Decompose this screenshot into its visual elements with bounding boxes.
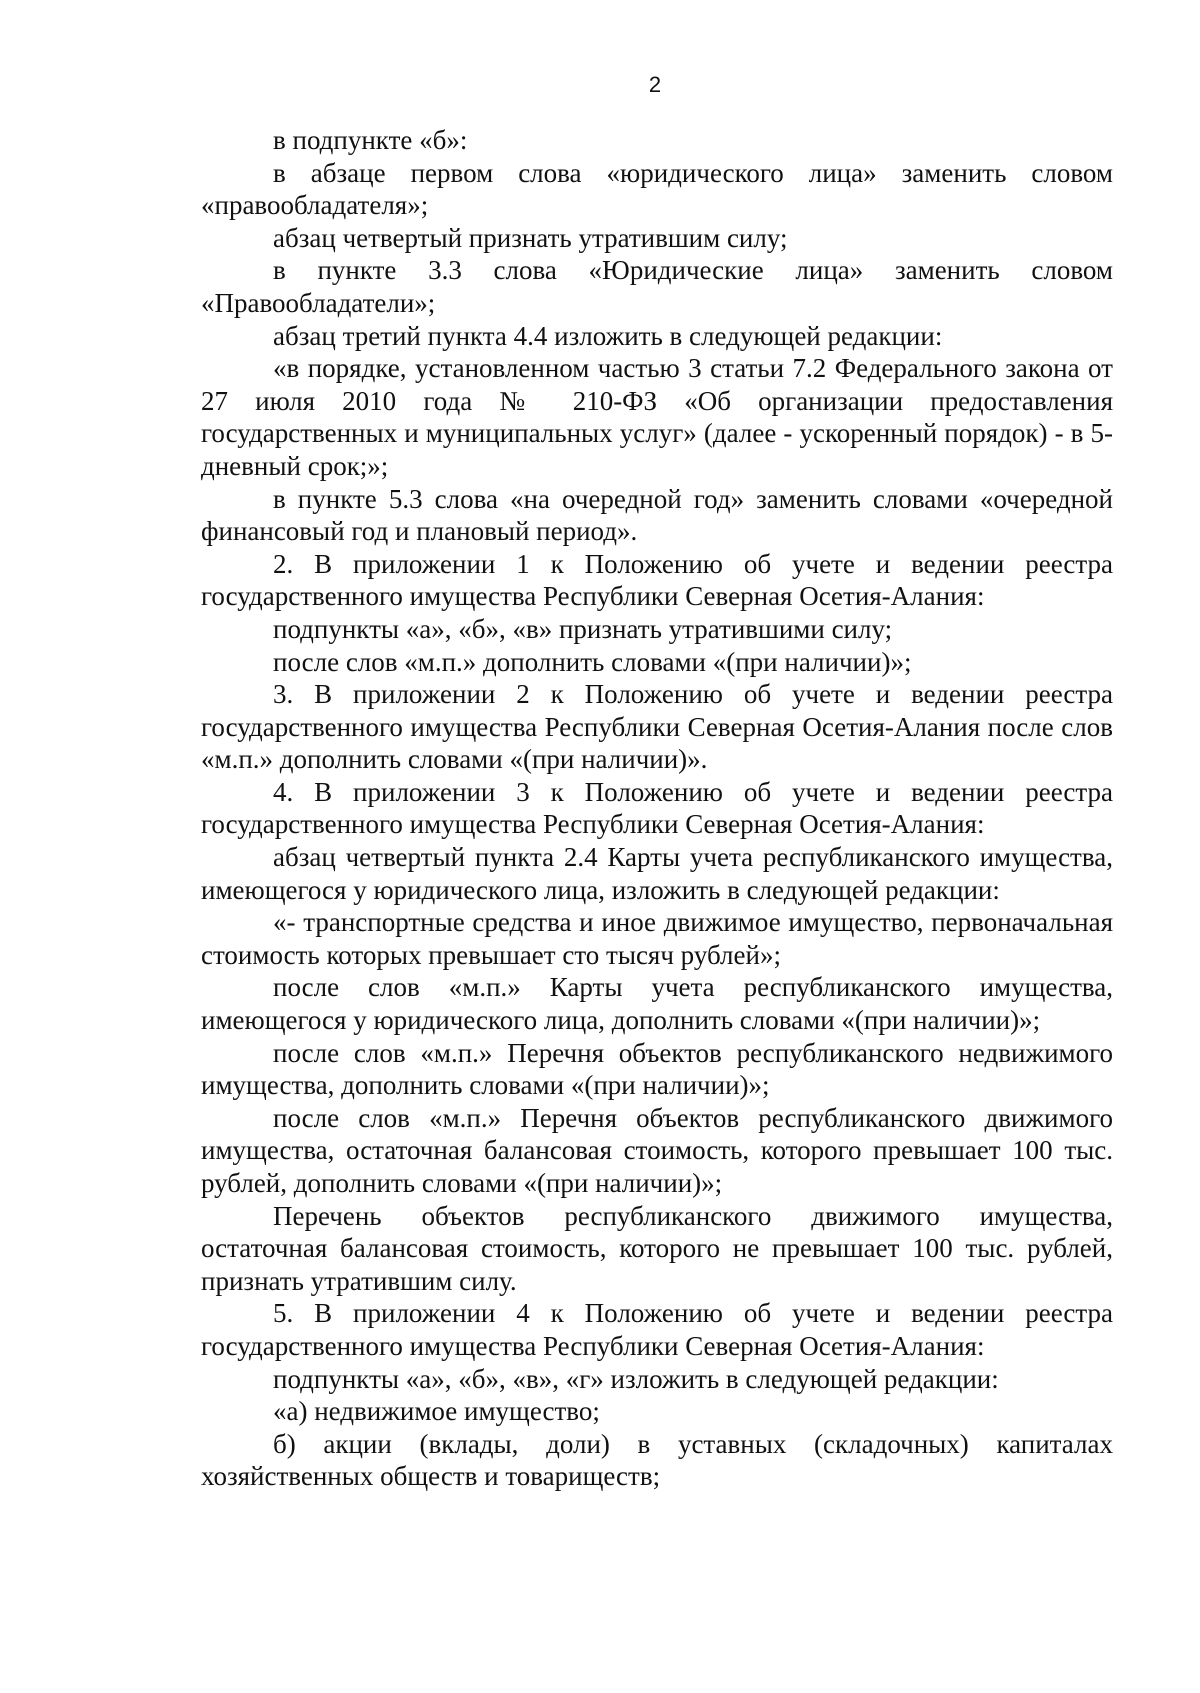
paragraph: абзац четвертый пункта 2.4 Карты учета республиканского имущества, имеющегося у юридического лица, изложить в следующей редакции: (201, 842, 1113, 905)
paragraph: Перечень объектов республиканского движимого имущества, остаточная балансовая стоимость, которого не превышает 100 тыс. рублей, признать утратившим силу. (201, 1200, 1113, 1296)
paragraph: 3. В приложении 2 к Положению об учете и ведении реестра государственного имущества Республики Северная Осетия-Алания после слов «м.п.» дополнить словами «(при наличии)». (201, 679, 1113, 775)
paragraph: после слов «м.п.» дополнить словами «(при наличии)»; (273, 646, 912, 677)
paragraph: 5. В приложении 4 к Положению об учете и ведении реестра государственного имущества Республики Северная Осетия-Алания: (201, 1298, 1113, 1361)
paragraph: «- транспортные средства и иное движимое имущество, первоначальная стоимость которых превышает сто тысяч рублей»; (201, 907, 1113, 970)
document-body (201, 124, 1113, 1493)
page-number: 2 (648, 72, 662, 97)
paragraph: подпункты «а», «б», «в», «г» изложить в следующей редакции: (273, 1363, 999, 1394)
paragraph: абзац третий пункта 4.4 изложить в следующей редакции: (273, 320, 943, 351)
paragraph: после слов «м.п.» Перечня объектов республиканского недвижимого имущества, дополнить словами «(при наличии)»; (201, 1037, 1113, 1101)
paragraph: б) акции (вклады, доли) в уставных (складочных) капиталах хозяйственных обществ и товариществ; (201, 1428, 1113, 1492)
paragraph: «в порядке, установленном частью 3 статьи 7.2 Федерального закона от 27 июля 2010 года № 210-ФЗ «Об организации предоставления государственных и муниципальных услуг» (далее - ускоренный порядок) - в 5-дневный срок;»; (201, 353, 1113, 481)
paragraph: в подпункте «б»: (273, 125, 468, 155)
paragraph: в пункте 3.3 слова «Юридические лица» заменить словом «Правообладатели»; (201, 255, 1113, 318)
paragraph: подпункты «а», «б», «в» признать утратившими силу; (273, 613, 893, 644)
paragraph: «а) недвижимое имущество; (273, 1396, 600, 1427)
paragraph: после слов «м.п.» Карты учета республиканского имущества, имеющегося у юридического лица, дополнить словами «(при наличии)»; (201, 972, 1113, 1036)
paragraph: после слов «м.п.» Перечня объектов республиканского движимого имущества, остаточная балансовая стоимость, которого превышает 100 тыс. рублей, дополнить словами «(при наличии)»; (201, 1102, 1113, 1198)
paragraph: 4. В приложении 3 к Положению об учете и ведении реестра государственного имущества Республики Северная Осетия-Алания: (201, 776, 1113, 840)
paragraph: абзац четвертый признать утратившим силу; (273, 222, 788, 253)
paragraph: 2. В приложении 1 к Положению об учете и ведении реестра государственного имущества Республики Северная Осетия-Алания: (201, 548, 1113, 612)
paragraph: в пункте 5.3 слова «на очередной год» заменить словами «очередной финансовый год и плановый период». (201, 483, 1113, 547)
paragraph: в абзаце первом слова «юридического лица» заменить словом «правообладателя»; (201, 157, 1113, 221)
